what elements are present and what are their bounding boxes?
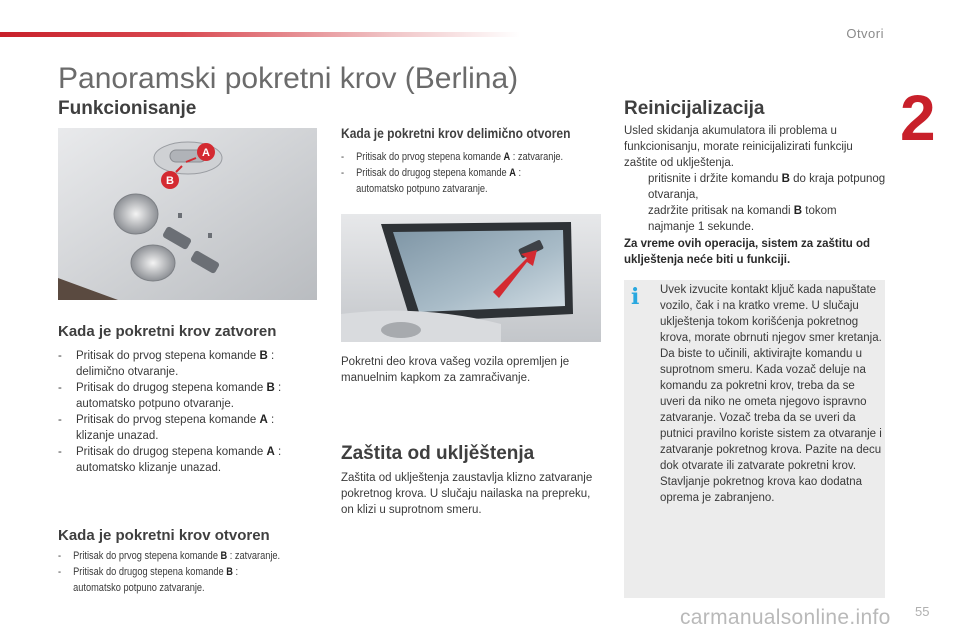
zatvoren-heading: Kada je pokretni krov zatvoren (58, 323, 277, 340)
info-text: Uvek izvucite kontakt ključ kada napuštate vozilo, čak i na kratko vreme. U slučaju uklještenja tokom korišćenja pokretnog krova, morate obrnuti njegov smer kretanja. Da biste to učinili, aktivirajte komandu u suprotnom smeru. Kada vozač deluje na komandu za pokretni krov, treba da se uveri da niko ne ometa njegovo ispravno zatvaranje. Vozač treba da se uveri da putnici pravilno koriste sistem za otvaranje i zatvaranje pokretnog krova. Pazite na decu dok otvarate ili zatvarate pokretni krov. Stavljanje pokretnog krova kao dodatna oprema je zabranjeno. (660, 284, 882, 504)
list-item: - Pritisak do drugog stepena komande B : automatsko potpuno zatvaranje. (58, 564, 280, 596)
sunroof-caption: Pokretni deo krova vašeg vozila opremljen je manuelnim kapkom za zamračivanje. (341, 356, 570, 384)
list-item: - Pritisak do drugog stepena komande B : automatsko potpuno otvaranje. (58, 380, 320, 412)
list-item: - Pritisak do prvog stepena komande A : zatvaranje. (341, 149, 563, 165)
list-item: - Pritisak do prvog stepena komande B : zatvaranje. (58, 548, 280, 564)
zastita-body: Zaštita od uklještenja zaustavlja klizno zatvaranje pokretnog krova. U slučaju nailaska na prepreku, on klizi u suprotnom smeru. (341, 472, 593, 516)
section-label: Otvori (846, 26, 884, 41)
reinicijalizacija-steps (624, 171, 886, 235)
sunroof-illustration (341, 214, 601, 342)
reinicijalizacija-intro: Usled skidanja akumulatora ili problema u funkcionisanju, morate reinicijalizirati funkciju zaštite od uklještenja. (624, 125, 853, 169)
watermark: carmanualsonline.info (680, 606, 891, 629)
reinicijalizacija-warning: Za vreme ovih operacija, sistem za zaštitu od uklještenja neće biti u funkciji. (624, 238, 871, 266)
zastita-heading: Zaštita od ukljěštenja (341, 443, 535, 464)
list-item: - Pritisak do drugog stepena komande A : automatsko klizanje unazad. (58, 444, 320, 476)
list-item: - Pritisak do prvog stepena komande B : delimično otvaranje. (58, 348, 320, 380)
zatvoren-list (58, 348, 320, 476)
delimicno-list (341, 149, 563, 197)
reinicijalizacija-heading: Reinicijalizacija (624, 98, 765, 119)
roof-control-illustration (58, 128, 317, 300)
step-item: pritisnite i držite komandu B do kraja potpunog otvaranja, (648, 173, 886, 201)
roof-control-panel-photo (58, 128, 317, 300)
list-item: - Pritisak do prvog stepena komande A : klizanje unazad. (58, 412, 320, 444)
label-b: B (166, 175, 174, 187)
delimicno-heading: Kada je pokretni krov delimično otvoren (341, 125, 571, 141)
step-item: zadržite pritisak na komandi B tokom najmanje 1 sekunde. (648, 205, 837, 233)
otvoren-heading: Kada je pokretni krov otvoren (58, 527, 270, 544)
page-title: Panoramski pokretni krov (Berlina) (58, 62, 519, 95)
sunroof-photo (341, 214, 601, 342)
page-number: 55 (915, 604, 930, 619)
otvoren-list (58, 548, 280, 596)
header-accent-bar (0, 32, 520, 37)
list-item: - Pritisak do drugog stepena komande A : automatsko potpuno zatvaranje. (341, 165, 563, 197)
funkcionisanje-heading: Funkcionisanje (58, 98, 197, 119)
info-icon: i (631, 284, 640, 310)
label-a: A (202, 147, 210, 159)
chapter-number: 2 (900, 82, 936, 154)
